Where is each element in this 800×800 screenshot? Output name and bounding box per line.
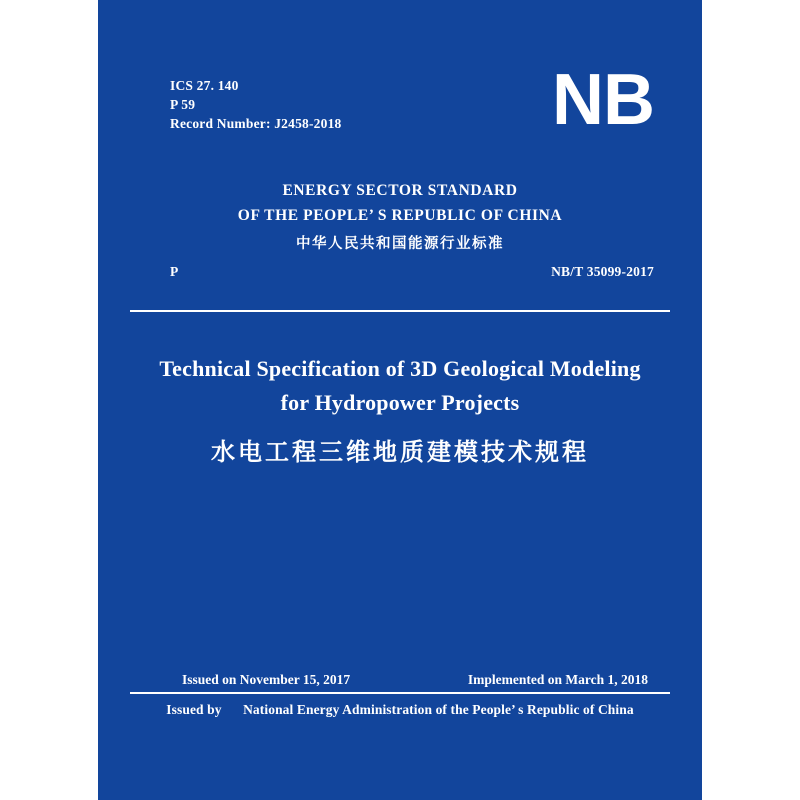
standard-cover-page: [98, 0, 702, 800]
document-title-en-line2: for Hydropower Projects: [280, 390, 520, 415]
record-number: Record Number: J2458-2018: [170, 116, 342, 131]
standard-title-en-line2: OF THE PEOPLE’ S REPUBLIC OF CHINA: [237, 207, 563, 224]
divider-top: [130, 310, 670, 312]
standard-code-row: [98, 264, 702, 284]
issuer-name: National Energy Administration of the People’ s Republic of China: [243, 702, 634, 717]
standard-title-en-line1: ENERGY SECTOR STANDARD: [282, 182, 518, 199]
issuer-footer: [98, 702, 702, 718]
issued-by-label: Issued by: [166, 702, 222, 717]
divider-bottom: [130, 692, 670, 694]
header-codes: [170, 76, 341, 133]
standard-name-block: [98, 178, 702, 258]
classification-code: P 59: [170, 97, 196, 112]
header-block: [98, 60, 702, 166]
ics-number: ICS 27. 140: [170, 78, 239, 93]
standard-title-cn: 中华人民共和国能源行业标准: [296, 236, 504, 252]
document-title-block: [98, 352, 702, 472]
standard-number: NB/T 35099-2017: [551, 264, 654, 279]
implemented-date: Implemented on March 1, 2018: [467, 672, 648, 687]
dates-row: [98, 672, 702, 690]
standard-category-letter: P: [170, 264, 179, 279]
document-title-cn: 水电工程三维地质建模技术规程: [211, 438, 589, 466]
nb-logo: NB: [552, 60, 654, 140]
document-title-en-line1: Technical Specification of 3D Geological Modeling: [159, 356, 641, 381]
issued-date: Issued on November 15, 2017: [182, 672, 351, 687]
